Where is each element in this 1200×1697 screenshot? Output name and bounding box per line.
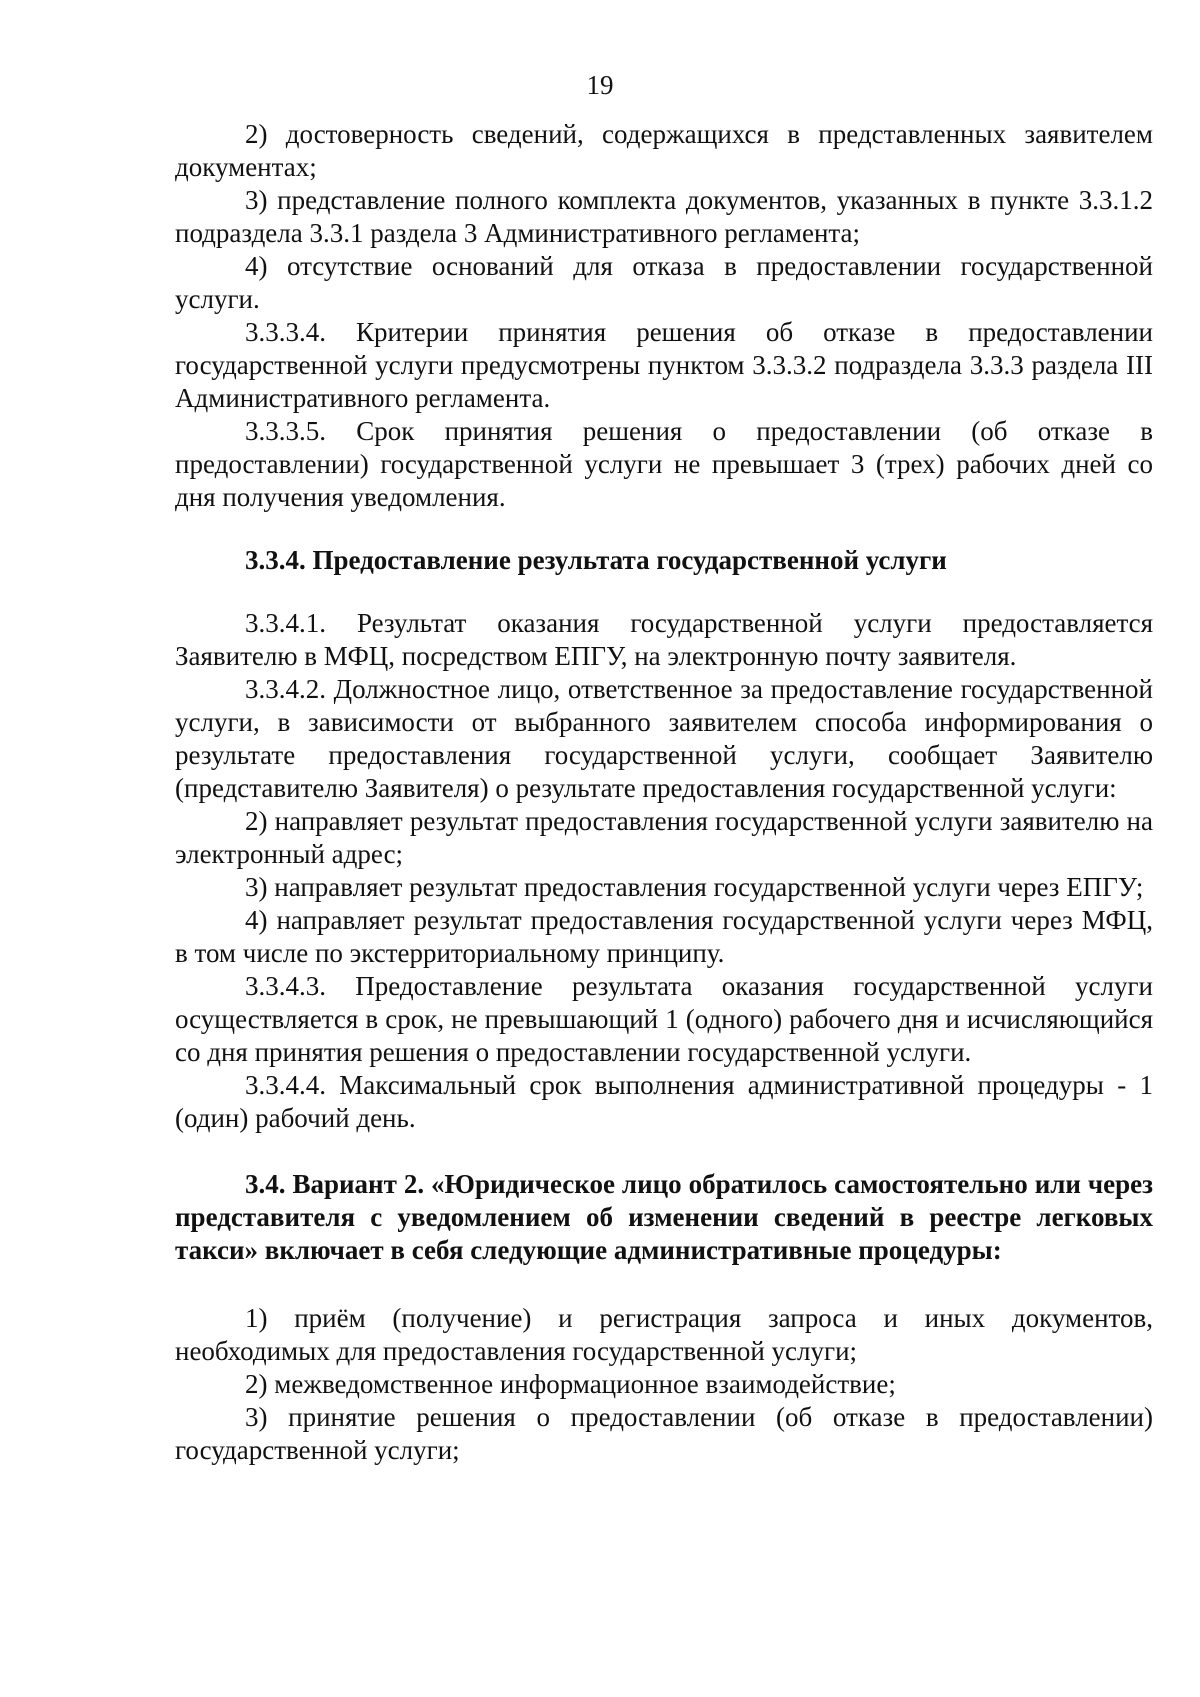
paragraph: 2) межведомственное информационное взаимодействие;: [245, 1369, 896, 1399]
paragraph: 4) направляет результат предоставления государственной услуги через МФЦ, в том числе по экстерриториальному принципу.: [175, 905, 1153, 968]
paragraph: 3) принятие решения о предоставлении (об отказе в предоставлении) государственной услуги;: [175, 1402, 1153, 1465]
paragraph: 2) направляет результат предоставления государственной услуги заявителю на электронный адрес;: [175, 806, 1153, 869]
paragraph: 3) представление полного комплекта документов, указанных в пункте 3.3.1.2 подраздела 3.3.1 раздела 3 Административного регламента;: [175, 185, 1153, 248]
paragraph: 1) приём (получение) и регистрация запроса и иных документов, необходимых для предоставления государственной услуги;: [175, 1303, 1153, 1366]
section-heading: 3.4. Вариант 2. «Юридическое лицо обратилось самостоятельно или через представителя с уведомлением об изменении сведений в реестре легковых такси» включает в себя следующие административные процедуры:: [175, 1169, 1153, 1265]
document-body: [175, 118, 1153, 1467]
paragraph: 4) отсутствие оснований для отказа в предоставлении государственной услуги.: [175, 251, 1153, 314]
paragraph: 2) достоверность сведений, содержащихся в представленных заявителем документах;: [175, 119, 1153, 182]
paragraph: 3.3.4.2. Должностное лицо, ответственное за предоставление государственной услуги, в зависимости от выбранного заявителем способа информирования о результате предоставления государственной услуги, сообщает Заявителю (представителю Заявителя) о результате предоставления государственной услуги:: [175, 674, 1153, 803]
paragraph: 3) направляет результат предоставления государственной услуги через ЕПГУ;: [245, 872, 1144, 902]
paragraph: 3.3.3.5. Срок принятия решения о предоставлении (об отказе в предоставлении) государственной услуги не превышает 3 (трех) рабочих дней со дня получения уведомления.: [175, 416, 1153, 512]
paragraph: 3.3.4.1. Результат оказания государственной услуги предоставляется Заявителю в МФЦ, посредством ЕПГУ, на электронную почту заявителя.: [175, 608, 1153, 671]
page-number: 19: [586, 70, 614, 100]
section-heading: 3.3.4. Предоставление результата государственной услуги: [245, 545, 947, 575]
paragraph: 3.3.4.4. Максимальный срок выполнения административной процедуры - 1 (один) рабочий день.: [175, 1070, 1153, 1133]
paragraph: 3.3.3.4. Критерии принятия решения об отказе в предоставлении государственной услуги предусмотрены пунктом 3.3.3.2 подраздела 3.3.3 раздела III Административного регламента.: [175, 317, 1153, 413]
paragraph: 3.3.4.3. Предоставление результата оказания государственной услуги осуществляется в срок, не превышающий 1 (одного) рабочего дня и исчисляющийся со дня принятия решения о предоставлении государственной услуги.: [175, 971, 1153, 1067]
